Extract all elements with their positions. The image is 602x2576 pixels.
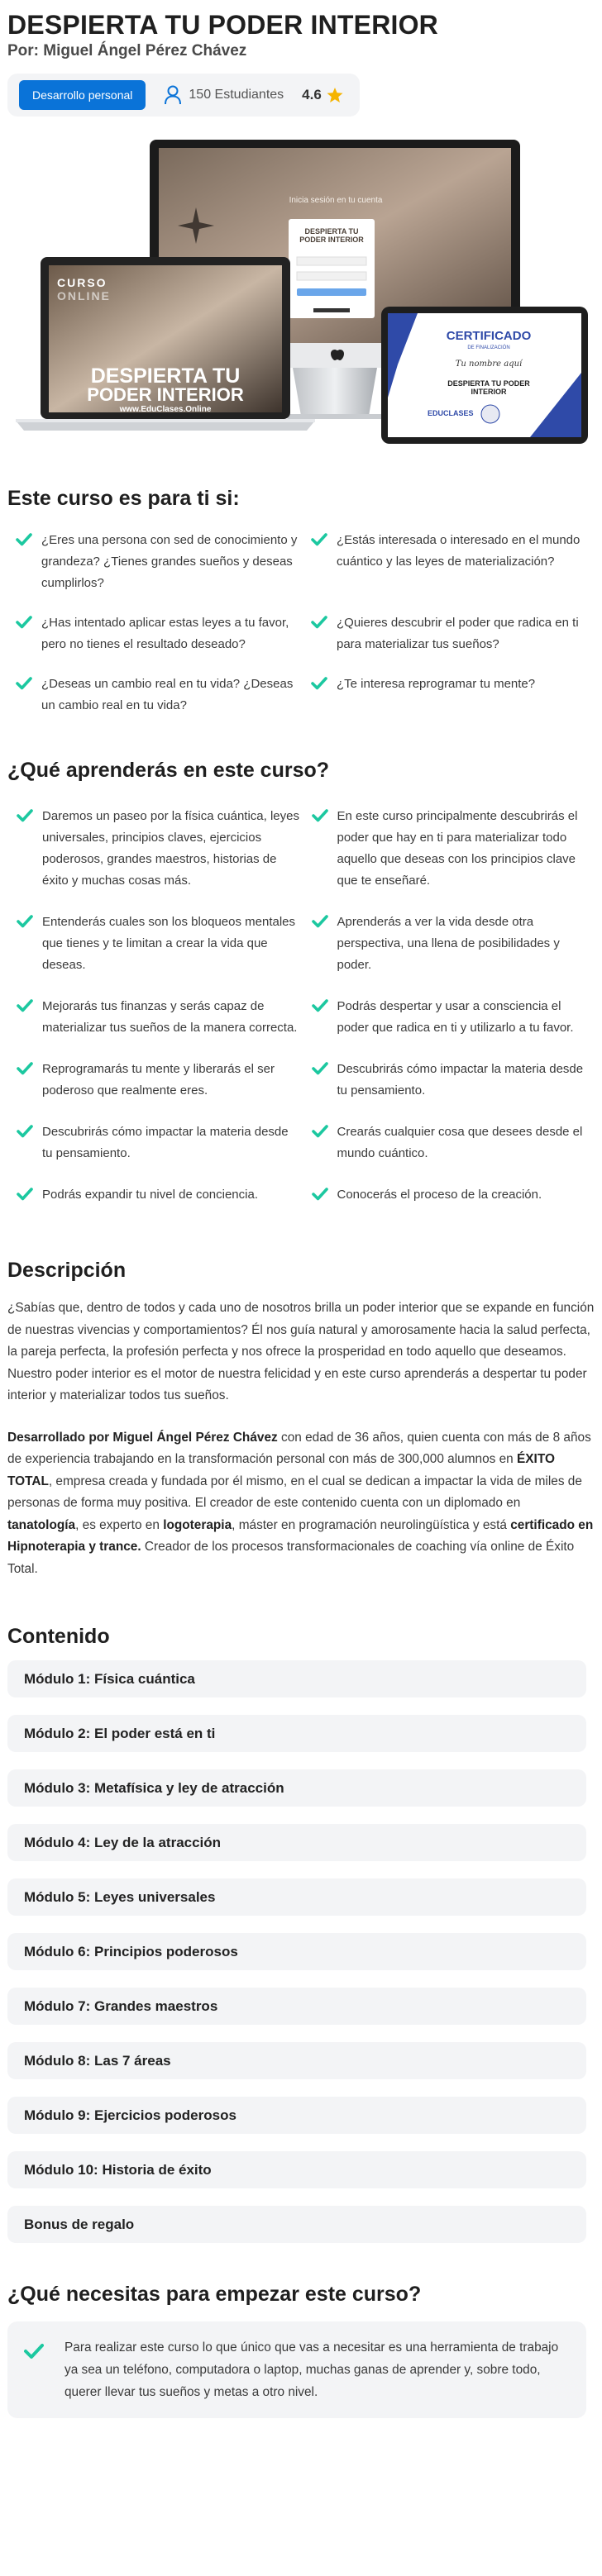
laptop-line2: ONLINE (57, 289, 111, 302)
learn-section (7, 759, 595, 1206)
module-item[interactable]: Módulo 8: Las 7 áreas (7, 2042, 586, 2079)
learn-item (312, 912, 595, 976)
module-item[interactable]: Módulo 10: Historia de éxito (7, 2151, 586, 2188)
learn-item (17, 996, 300, 1039)
learn-item (312, 1121, 595, 1164)
category-button[interactable]: Desarrollo personal (19, 80, 146, 110)
learn-item (17, 1121, 300, 1164)
learn-item (17, 1059, 300, 1102)
laptop-title1: DESPIERTA TU (90, 364, 241, 388)
students-label: 150 Estudiantes (189, 88, 284, 102)
laptop-url: www.EduClases.Online (119, 405, 212, 414)
course-mockup-image (7, 125, 595, 459)
check-icon (17, 998, 33, 1013)
cert-title: CERTIFICADO (446, 329, 532, 343)
text-run: , es experto en (75, 1517, 164, 1532)
module-item[interactable]: Módulo 1: Física cuántica (7, 1660, 586, 1697)
course-author: Por: Miguel Ángel Pérez Chávez (7, 42, 247, 60)
requirements-box (7, 2321, 586, 2418)
learn-item-text: En este curso principalmente descubrirás el poder que hay en ti para materializar todo aquello que deseas con los principios clave que te enseñaré. (337, 809, 578, 888)
content-section (7, 1625, 595, 2243)
check-icon (311, 532, 327, 547)
cert-course1: DESPIERTA TU PODER (447, 379, 530, 388)
bold-text: ÉXITO TOTAL (7, 1452, 555, 1488)
learn-list (7, 806, 595, 1206)
learn-item (312, 996, 595, 1039)
audience-item (16, 612, 299, 655)
check-icon (17, 1124, 33, 1139)
description-title: Descripción (7, 1259, 127, 1282)
text-run: , máster en programación neurolingüística y está (232, 1517, 511, 1532)
text-run: con edad de 36 años, quien cuenta con más de 8 años de experiencia trabajando en la transformación personal con más de 300,000 alumnos en (7, 1430, 591, 1466)
learn-item (312, 1184, 595, 1206)
laptop (16, 257, 315, 431)
star-icon (327, 88, 343, 103)
description-section (7, 1259, 595, 1580)
module-item[interactable]: Módulo 9: Ejercicios poderosos (7, 2097, 586, 2134)
course-meta-bar (7, 74, 360, 117)
audience-item (311, 530, 595, 594)
audience-item-text: ¿Estás interesada o interesado en el mundo cuántico y las leyes de materialización? (337, 533, 580, 569)
module-item[interactable]: Bonus de regalo (7, 2206, 586, 2243)
check-icon (17, 1061, 33, 1076)
bold-text: tanatología (7, 1517, 76, 1532)
requirements-section (7, 2283, 595, 2418)
learn-item-text: Reprogramarás tu mente y liberarás el ser poderoso que realmente eres. (42, 1062, 275, 1098)
description-paragraph-2 (7, 1427, 595, 1581)
check-icon (16, 532, 32, 547)
requirements-text: Para realizar este curso lo que único que vas a necesitar es una herramienta de trabajo ya sea un teléfono, computadora o laptop, muchas ganas de aprender y, sobre todo, querer llevar tus sueños y metas a otro nivel. (64, 2340, 559, 2399)
learn-item (312, 1059, 595, 1102)
audience-item (16, 674, 299, 717)
audience-item-text: ¿Te interesa reprogramar tu mente? (337, 677, 536, 691)
rating (302, 87, 343, 103)
check-icon (312, 808, 328, 823)
audience-title: Este curso es para ti si: (7, 487, 240, 510)
learn-item-text: Descubrirás cómo impactar la materia desde tu pensamiento. (42, 1125, 289, 1160)
learn-item-text: Podrás expandir tu nivel de conciencia. (42, 1188, 258, 1202)
audience-section (7, 487, 595, 717)
module-item[interactable]: Módulo 7: Grandes maestros (7, 1988, 586, 2025)
text-run: , empresa creada y fundada por él mismo, en el cual se dedican a impactar la vida de miles de personas de forma muy positiva. El creador de este contenido cuenta con un diplomado en (7, 1474, 582, 1510)
cert-course2: INTERIOR (471, 388, 507, 396)
audience-list (7, 530, 595, 717)
module-item[interactable]: Módulo 5: Leyes universales (7, 1878, 586, 1916)
description-paragraph-1: ¿Sabías que, dentro de todos y cada uno de nosotros brilla un poder interior que se expande en función de nuestras vivencias y comportamientos? Él nos guía natural y amorosamente hacia la salud perfecta, la pareja perfecta, la profesión perfecta y nos ofrece la prosperidad en todo aquello que deseamos. Nuestro poder interior es el motor de nuestra felicidad y en este curso aprenderás a despertar tu poder interior y materializar todos tus sueños. (7, 1301, 595, 1402)
text-run: Creador de los procesos transformacionales de coaching vía online de Éxito Total. (7, 1540, 575, 1576)
bold-text: certificado en Hipnoterapia y trance. (7, 1517, 594, 1554)
audience-item (16, 530, 299, 594)
learn-item-text: Descubrirás cómo impactar la materia desde tu pensamiento. (337, 1062, 584, 1098)
laptop-line1: CURSO (57, 276, 108, 289)
laptop-title2: PODER INTERIOR (87, 384, 244, 405)
audience-item (311, 612, 595, 655)
rating-value: 4.6 (302, 87, 322, 102)
check-icon (17, 1187, 33, 1202)
learn-item (17, 912, 300, 976)
check-icon (24, 2343, 44, 2359)
module-item[interactable]: Módulo 6: Principios poderosos (7, 1933, 586, 1970)
learn-item-text: Podrás despertar y usar a consciencia el poder que radica en ti y utilizarlo a tu favor. (337, 999, 574, 1035)
check-icon (16, 615, 32, 630)
check-icon (312, 1124, 328, 1139)
learn-item (17, 1184, 300, 1206)
learn-title: ¿Qué aprenderás en este curso? (7, 759, 330, 782)
learn-item (312, 806, 595, 892)
requirements-title: ¿Qué necesitas para empezar este curso? (7, 2283, 422, 2306)
module-item[interactable]: Módulo 2: El poder está en ti (7, 1715, 586, 1752)
content-title: Contenido (7, 1625, 110, 1648)
module-item[interactable]: Módulo 3: Metafísica y ley de atracción (7, 1769, 586, 1807)
cert-sub: DE FINALIZACIÓN (467, 345, 510, 350)
tablet-certificate (381, 307, 588, 444)
check-icon (311, 615, 327, 630)
learn-item-text: Mejorarás tus finanzas y serás capaz de materializar tus sueños de la manera correcta. (42, 999, 298, 1035)
learn-item-text: Entenderás cuales son los bloqueos mentales que tienes y te limitan a crear la vida que deseas. (42, 915, 296, 972)
audience-item (311, 674, 595, 717)
module-list (7, 1660, 595, 2243)
cert-brand: EDUCLASES (428, 409, 474, 417)
audience-item-text: ¿Eres una persona con sed de conocimiento y grandeza? ¿Tienes grandes sueños y deseas cumplirlos? (41, 533, 298, 590)
audience-item-text: ¿Quieres descubrir el poder que radica en ti para materializar tus sueños? (337, 616, 579, 651)
course-title: DESPIERTA TU PODER INTERIOR (7, 10, 438, 40)
learn-item (17, 806, 300, 892)
check-icon (311, 676, 327, 691)
svg-text:PODER INTERIOR: PODER INTERIOR (299, 236, 364, 244)
check-icon (17, 914, 33, 929)
user-icon (164, 85, 182, 105)
check-icon (16, 676, 32, 691)
check-icon (312, 998, 328, 1013)
check-icon (17, 808, 33, 823)
learn-item-text: Aprenderás a ver la vida desde otra perspectiva, una llena de posibilidades y poder. (337, 915, 560, 972)
bold-text: logoterapia (163, 1517, 232, 1532)
login-text: Inicia sesión en tu cuenta (289, 196, 383, 205)
check-icon (312, 914, 328, 929)
audience-item-text: ¿Deseas un cambio real en tu vida? ¿Deseas un cambio real en tu vida? (41, 677, 294, 712)
cert-name: Tu nombre aquí (455, 359, 523, 369)
audience-item-text: ¿Has intentado aplicar estas leyes a tu favor, pero no tienes el resultado deseado? (41, 616, 289, 651)
learn-item-text: Conocerás el proceso de la creación. (337, 1188, 542, 1202)
check-icon (312, 1187, 328, 1202)
learn-item-text: Daremos un paseo por la física cuántica, leyes universales, principios claves, ejercicios poderosos, grandes maestros, historias de éxito y muchas cosas más. (42, 809, 299, 888)
bold-text: Desarrollado por Miguel Ángel Pérez Chávez (7, 1430, 278, 1445)
learn-item-text: Crearás cualquier cosa que desees desde el mundo cuántico. (337, 1125, 583, 1160)
module-item[interactable]: Módulo 4: Ley de la atracción (7, 1824, 586, 1861)
students-count (164, 85, 284, 105)
svg-text:DESPIERTA TU: DESPIERTA TU (304, 227, 359, 236)
check-icon (312, 1061, 328, 1076)
